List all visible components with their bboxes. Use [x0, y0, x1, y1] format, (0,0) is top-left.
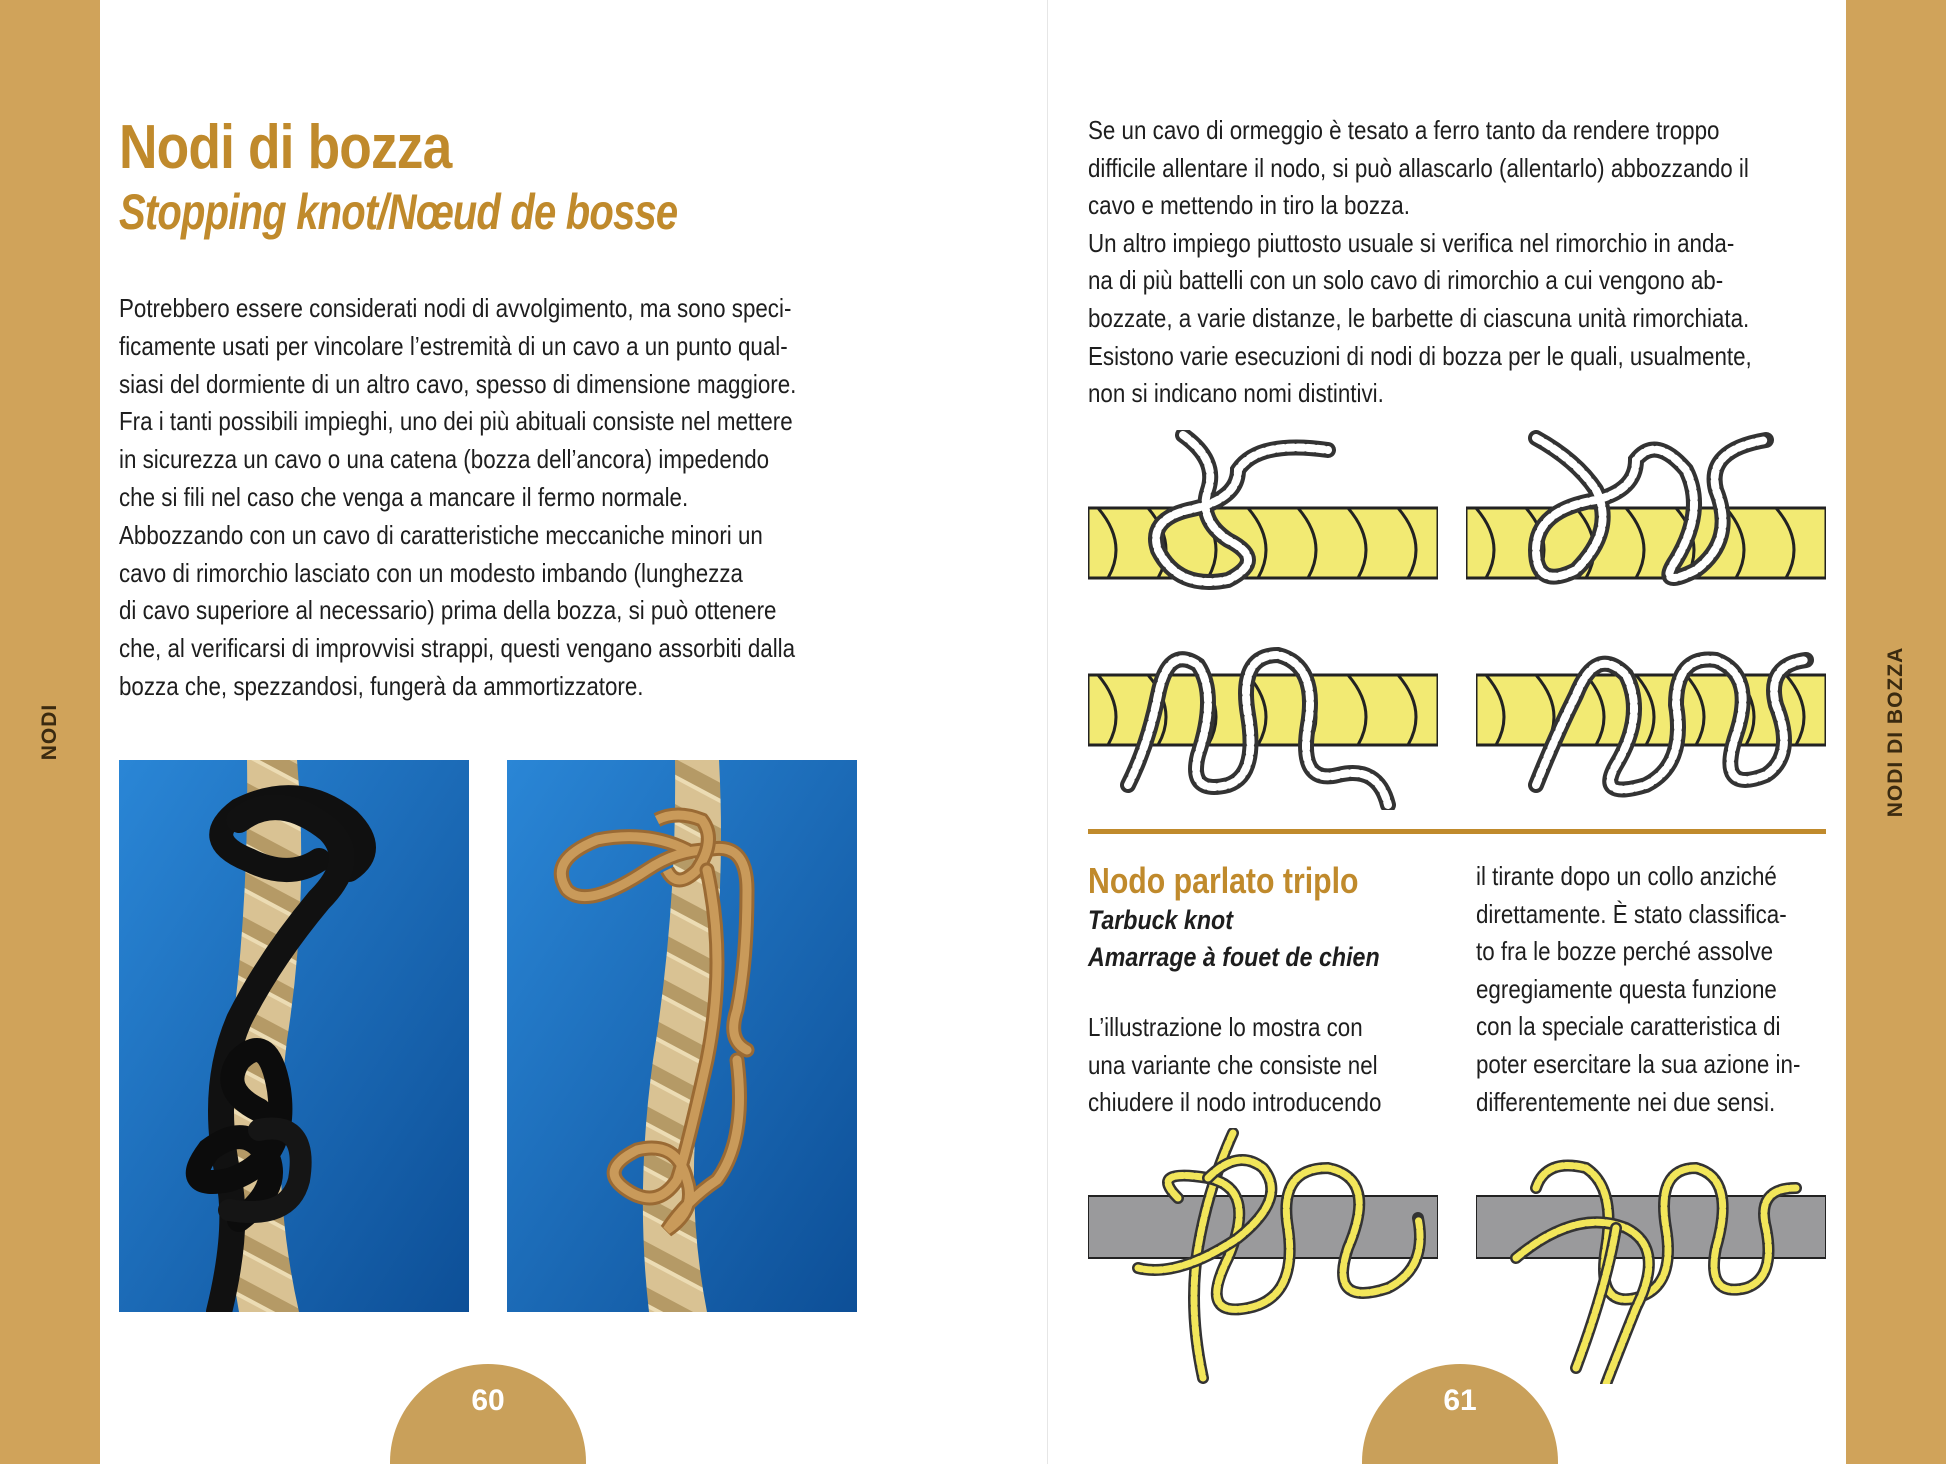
page-number-right-text: 61 — [1443, 1384, 1477, 1417]
page-number-left-text: 60 — [471, 1384, 505, 1417]
page-number-left — [390, 1364, 586, 1464]
section-subtitle-fr: Amarrage à fouet de chien — [1088, 942, 1380, 972]
rope-stopping-knot-diagram-3-icon — [1088, 635, 1438, 810]
body-right-paragraph: Se un cavo di ormeggio è tesato a ferro tanto da rendere troppo difficile allentare il nodo, si può allascarlo (allentarlo) abbozzando il cavo e mettendo in tiro la bozza. Un altro impiego piuttosto usuale si verifica nel rimorchio in anda- na di più battelli con un solo cavo di rimorchio a cui vengono ab- bozzate, a varie distanze, le barbette di ciascuna unità rimorchiata. Esistono varie esecuzioni di nodi di bozza per le quali, usualmente, non si indicano nomi distintivi. — [1088, 115, 1752, 409]
right-tab-label: NODI DI BOZZA — [1884, 646, 1907, 818]
section-divider — [1088, 829, 1826, 834]
photo-tan-stopper — [507, 760, 857, 1312]
left-tab-label: NODI — [38, 703, 61, 761]
section-subtitle-en: Tarbuck knot — [1088, 905, 1233, 935]
rope-stopping-knot-diagram-icon — [1088, 430, 1438, 590]
intro-paragraph: Potrebbero essere considerati nodi di avvolgimento, ma sono speci- ficamente usati per vincolare l’estremità di un cavo a un punto qual- siasi del dormiente di un altro cavo, spesso di dimensione maggiore. Fra i tanti possibili impieghi, uno dei più abituali consiste nel mettere in sicurezza un cavo o una catena (bozza dell’ancora) impedendo che si fili nel caso che venga a mancare il fermo normale. Abbozzando con un cavo di caratteristiche meccaniche minori un cavo di rimorchio lasciato con un modesto imbando (lunghezza di cavo superiore al necessario) prima della bozza, si può ottenere che, al verificarsi di improvvisi strappi, questi vengano assorbiti dalla bozza che, spezzandosi, fungerà da ammortizzatore. — [119, 293, 797, 701]
rope-stopping-knot-diagram-4-icon — [1476, 635, 1826, 810]
section-title: Nodo parlato triplo — [1088, 860, 1359, 901]
page-gutter — [1047, 0, 1048, 1464]
tan-cord-stopper-photo-icon — [507, 760, 857, 1312]
page-title: Nodi di bozza — [119, 113, 452, 182]
section-text-col1: L’illustrazione lo mostra con una variante che consiste nel chiudere il nodo introducendo — [1088, 1012, 1382, 1118]
tarbuck-knot-diagram-icon — [1088, 1128, 1438, 1384]
photo-black-stopper — [119, 760, 469, 1312]
tarbuck-knot-diagram-2-icon — [1476, 1128, 1826, 1384]
black-rope-stopper-photo-icon — [119, 760, 469, 1312]
section-text-col2: il tirante dopo un collo anziché direttamente. È stato classifica- to fra le bozze perché assolve egregiamente questa funzione con la speciale caratteristica di poter esercitare la sua azione in- differentemente nei due sensi. — [1476, 861, 1801, 1117]
left-side-tab — [0, 0, 100, 1464]
page-subtitle: Stopping knot/Nœud de bosse — [119, 184, 678, 240]
rope-stopping-knot-diagram-2-icon — [1466, 430, 1826, 590]
right-side-tab — [1846, 0, 1946, 1464]
